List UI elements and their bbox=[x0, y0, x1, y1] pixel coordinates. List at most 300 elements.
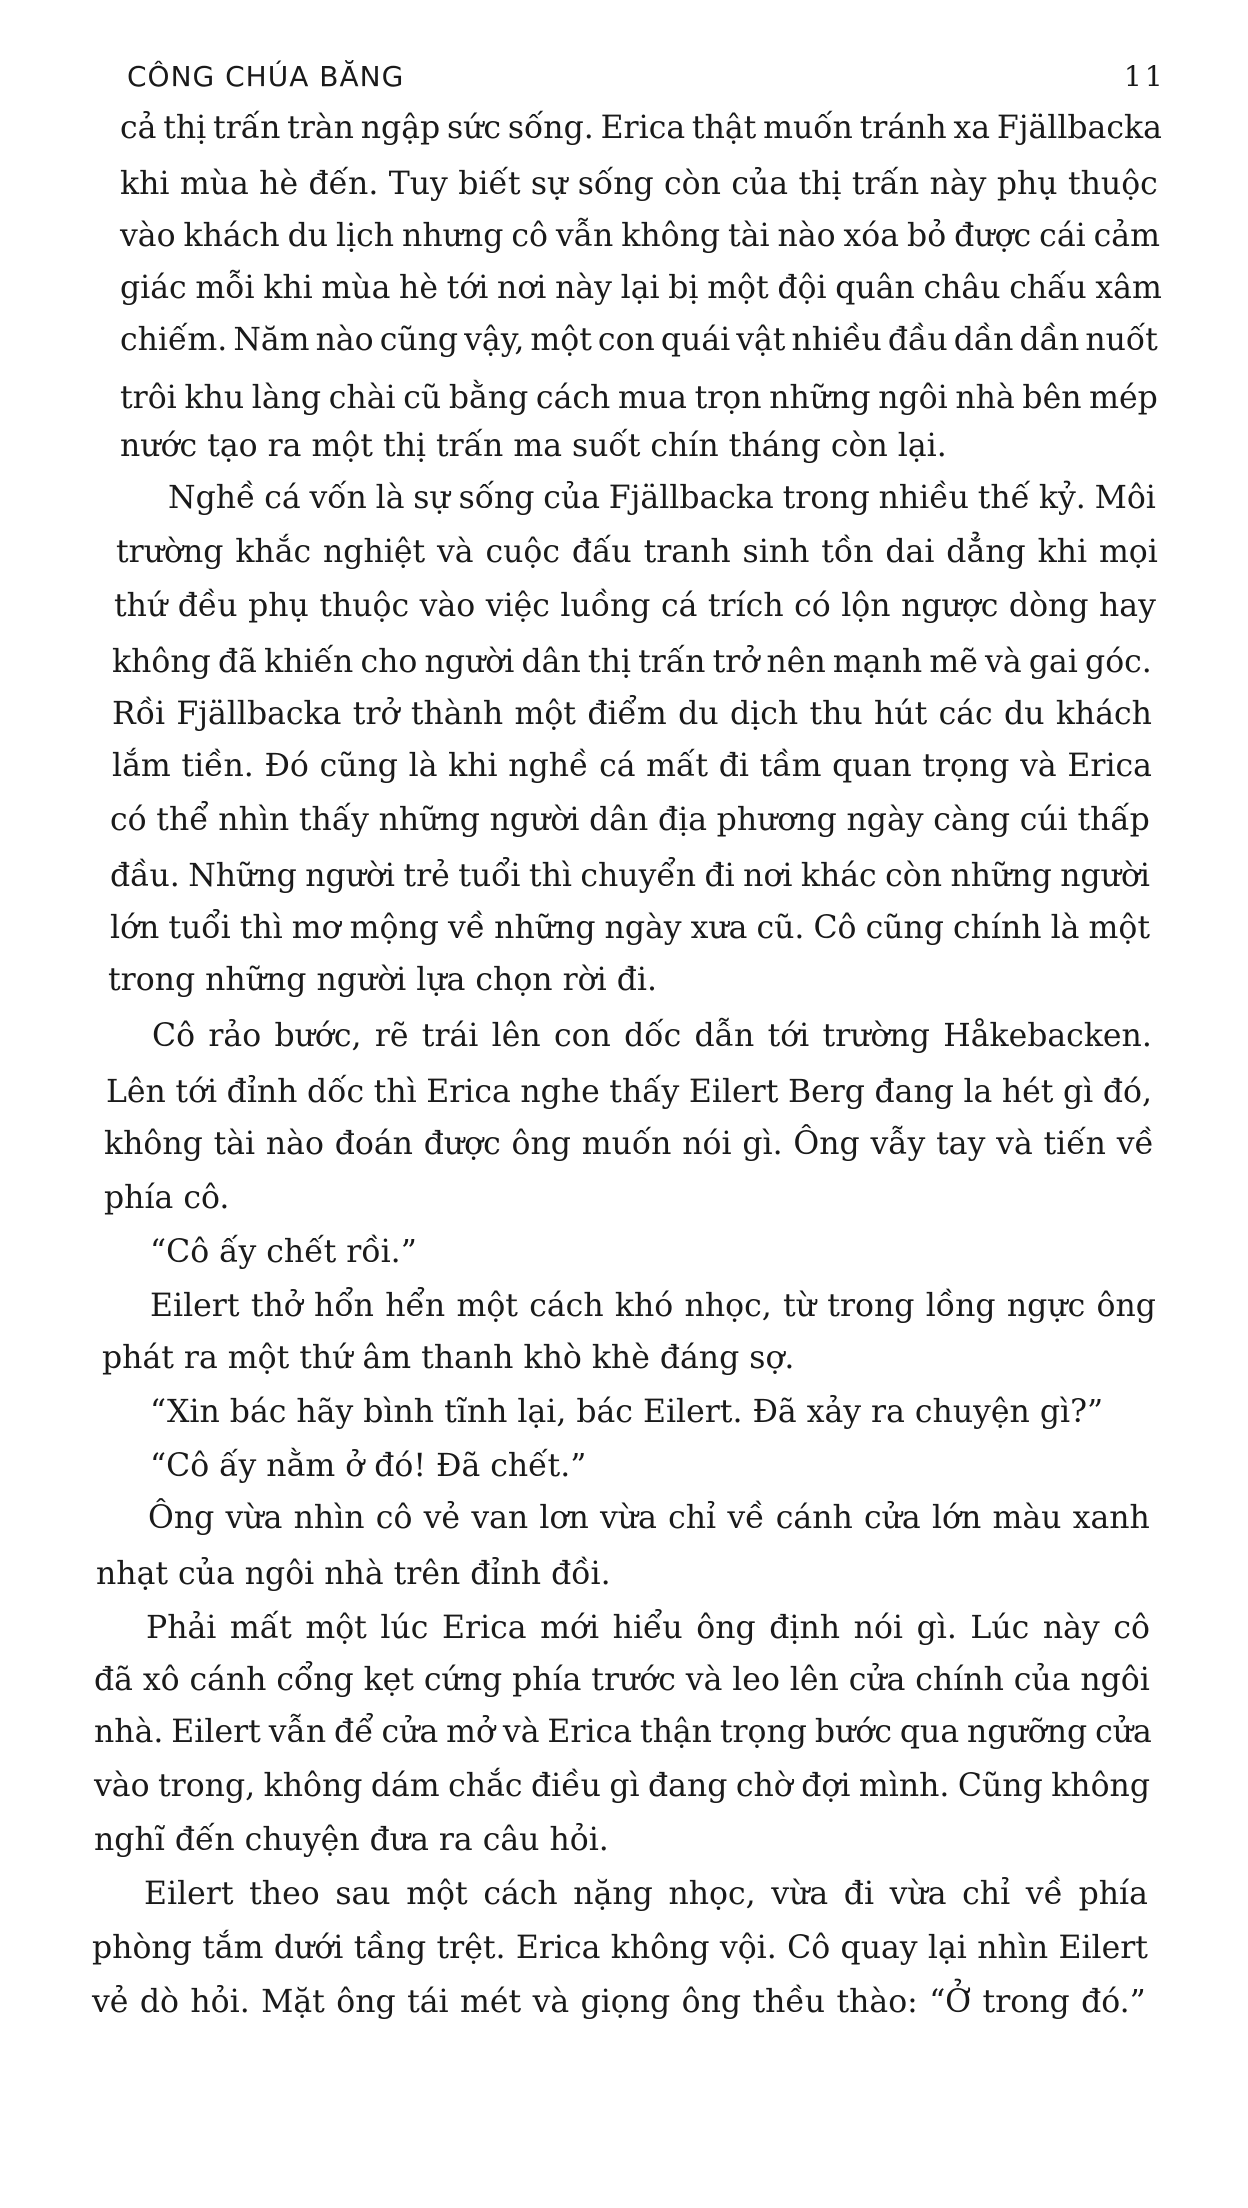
word: Erica bbox=[1067, 748, 1152, 784]
word: Lúc bbox=[970, 1610, 1030, 1646]
word: thứ bbox=[114, 588, 168, 624]
word: người bbox=[489, 802, 580, 838]
word: du bbox=[1004, 696, 1045, 732]
word: đều bbox=[177, 588, 238, 624]
word: cũng bbox=[865, 910, 944, 946]
word: trấn bbox=[851, 166, 920, 202]
running-title: CÔNG CHÚA BĂNG bbox=[127, 60, 405, 93]
text-line bbox=[110, 854, 1150, 898]
word: khu bbox=[184, 380, 245, 416]
word: vào bbox=[120, 218, 176, 254]
word: hút bbox=[874, 696, 928, 732]
word: ngập bbox=[360, 110, 441, 146]
word: dần bbox=[953, 322, 1014, 358]
word: chỉ bbox=[962, 1876, 1011, 1912]
word: xóa bbox=[843, 218, 900, 254]
word: nhiều bbox=[878, 480, 969, 516]
word: vừa bbox=[599, 1500, 657, 1536]
word: càng bbox=[933, 802, 1011, 838]
word: Erica bbox=[547, 1714, 632, 1750]
word: chiếm. bbox=[120, 322, 228, 358]
word: xô bbox=[142, 1662, 180, 1698]
word: gì. bbox=[742, 1126, 783, 1162]
word: Berg bbox=[787, 1074, 865, 1110]
word: người bbox=[305, 858, 395, 894]
word: cho bbox=[360, 644, 418, 680]
word: trấn bbox=[213, 110, 281, 146]
word: con bbox=[597, 322, 655, 358]
word: điểm bbox=[587, 696, 667, 732]
word: Erica bbox=[600, 110, 686, 146]
word: tới bbox=[446, 270, 489, 306]
word: cửa bbox=[1095, 1714, 1152, 1750]
word: vào bbox=[94, 1768, 150, 1804]
word: xa bbox=[953, 110, 991, 146]
word: làng bbox=[251, 380, 322, 416]
word: sự bbox=[530, 166, 568, 202]
word: quái bbox=[660, 322, 731, 358]
word: về bbox=[1116, 1126, 1154, 1162]
word: để bbox=[334, 1714, 374, 1750]
word: không bbox=[621, 218, 721, 254]
word: phụ bbox=[248, 588, 309, 624]
text-line: nước tạo ra một thị trấn ma suốt chín tháng còn lại. bbox=[120, 428, 947, 464]
word: tắm bbox=[202, 1930, 264, 1966]
word: dò bbox=[139, 1984, 179, 2020]
word: dẳng bbox=[946, 534, 1026, 570]
word: Håkebacken. bbox=[943, 1018, 1152, 1054]
word: trái bbox=[421, 1018, 479, 1054]
word: Eilert bbox=[171, 1714, 261, 1750]
word: mất bbox=[229, 1610, 292, 1646]
word: dân bbox=[589, 802, 649, 838]
word: vật bbox=[736, 322, 786, 358]
word: chỉ bbox=[668, 1500, 717, 1536]
word: thấy bbox=[298, 802, 369, 838]
word: không bbox=[263, 1768, 363, 1804]
word: tiến bbox=[1043, 1126, 1106, 1162]
word: mua bbox=[617, 380, 687, 416]
word: chấu bbox=[1009, 270, 1087, 306]
text-line bbox=[94, 1764, 1150, 1808]
word: và bbox=[996, 1126, 1033, 1162]
word: chuyển bbox=[580, 858, 697, 894]
text-line bbox=[92, 1926, 1148, 1970]
page-number: 11 bbox=[1124, 60, 1166, 93]
word: đợi bbox=[801, 1768, 851, 1804]
word: cánh bbox=[189, 1662, 267, 1698]
word: đang bbox=[648, 1768, 728, 1804]
word: ông bbox=[681, 1984, 742, 2020]
word: trường bbox=[822, 1018, 930, 1054]
word: cũ. bbox=[756, 910, 805, 946]
word: địa bbox=[657, 802, 707, 838]
text-line bbox=[92, 1980, 1146, 2024]
word: chờ bbox=[735, 1768, 793, 1804]
word: tranh bbox=[643, 534, 731, 570]
word: khiến bbox=[264, 644, 354, 680]
word: mùa bbox=[179, 166, 249, 202]
text-line: nghĩ đến chuyện đưa ra câu hỏi. bbox=[94, 1822, 609, 1858]
word: về bbox=[1025, 1876, 1063, 1912]
word: một bbox=[456, 1288, 518, 1324]
word: khi bbox=[448, 748, 498, 784]
word: bị bbox=[668, 270, 699, 306]
word: đỉnh bbox=[226, 1074, 298, 1110]
word: nào bbox=[777, 218, 836, 254]
word: Những bbox=[188, 858, 297, 894]
word: chính bbox=[915, 1662, 1004, 1698]
word: khi bbox=[1037, 534, 1088, 570]
word: Eilert bbox=[144, 1876, 234, 1912]
word: nhìn bbox=[293, 1500, 365, 1536]
word: về bbox=[727, 1500, 765, 1536]
word: tuổi bbox=[458, 858, 521, 894]
word: tầm bbox=[759, 748, 822, 784]
word: vậy, bbox=[464, 322, 525, 358]
word: tay bbox=[936, 1126, 986, 1162]
word: có bbox=[794, 588, 831, 624]
word: leo bbox=[732, 1662, 780, 1698]
word: màu bbox=[992, 1500, 1062, 1536]
word: nên bbox=[766, 644, 826, 680]
word: mẽ bbox=[929, 644, 978, 680]
word: sinh bbox=[742, 534, 810, 570]
word: lắm bbox=[112, 748, 171, 784]
word: giác bbox=[120, 270, 187, 306]
word: sống bbox=[458, 480, 535, 516]
word: du bbox=[287, 218, 329, 254]
word: mình. bbox=[858, 1768, 950, 1804]
word: trẻ bbox=[403, 858, 450, 894]
word: đó, bbox=[1102, 1074, 1152, 1110]
word: khắc bbox=[235, 534, 312, 570]
text-line: “Cô ấy chết rồi.” bbox=[150, 1234, 417, 1270]
word: nói bbox=[853, 1610, 903, 1646]
word: cả bbox=[120, 110, 157, 146]
word: vẫn bbox=[268, 1714, 327, 1750]
word: một bbox=[707, 270, 769, 306]
word: khi bbox=[120, 166, 170, 202]
word: lên bbox=[491, 1018, 541, 1054]
word: ngược bbox=[901, 588, 999, 624]
text-line bbox=[120, 106, 1162, 150]
word: và bbox=[502, 1714, 540, 1750]
word: cô bbox=[1113, 1610, 1150, 1646]
word: những bbox=[769, 380, 871, 416]
word: vội. bbox=[719, 1930, 777, 1966]
word: đang bbox=[874, 1074, 954, 1110]
word: đi bbox=[718, 748, 749, 784]
word: đầu. bbox=[110, 858, 180, 894]
word: phía bbox=[1078, 1876, 1148, 1912]
word: ngôi bbox=[878, 380, 948, 416]
text-line bbox=[120, 266, 1162, 310]
word: của bbox=[543, 480, 600, 516]
word: thật bbox=[691, 110, 757, 146]
word: thận bbox=[639, 1714, 712, 1750]
word: mỗi bbox=[195, 270, 255, 306]
word: cảm bbox=[1093, 218, 1160, 254]
word: lơn bbox=[539, 1500, 589, 1536]
word: gai bbox=[1028, 644, 1078, 680]
word: mơ bbox=[291, 910, 341, 946]
word: được bbox=[954, 218, 1032, 254]
word: không bbox=[1051, 1768, 1150, 1804]
word: mất bbox=[646, 748, 709, 784]
word: trở bbox=[352, 696, 400, 732]
word: thấp bbox=[1077, 802, 1150, 838]
word: khó bbox=[614, 1288, 674, 1324]
word: van bbox=[471, 1500, 529, 1536]
word: dai bbox=[885, 534, 935, 570]
text-line bbox=[148, 1496, 1150, 1540]
word: nơi bbox=[743, 858, 793, 894]
word: quay bbox=[840, 1930, 918, 1966]
word: cúi bbox=[1019, 802, 1068, 838]
word: la bbox=[963, 1074, 993, 1110]
word: một bbox=[406, 1876, 468, 1912]
word: sống. bbox=[507, 110, 594, 146]
text-line: phía cô. bbox=[104, 1180, 230, 1216]
word: trong bbox=[827, 1288, 915, 1324]
word: trọn bbox=[694, 380, 762, 416]
word: bước bbox=[814, 1714, 892, 1750]
word: trọng bbox=[922, 748, 1010, 784]
word: cánh bbox=[775, 1500, 853, 1536]
word: cũng bbox=[379, 322, 459, 358]
word: lớn bbox=[931, 1500, 982, 1536]
word: lại bbox=[927, 1930, 967, 1966]
word: Năm bbox=[233, 322, 310, 358]
word: cửa bbox=[848, 1662, 906, 1698]
word: là bbox=[375, 480, 405, 516]
word: thì bbox=[528, 858, 572, 894]
word: tràn bbox=[287, 110, 354, 146]
word: những bbox=[950, 858, 1052, 894]
word: Đó bbox=[264, 748, 309, 784]
word: chài bbox=[328, 380, 396, 416]
word: đi bbox=[704, 858, 735, 894]
word: dòng bbox=[1008, 588, 1089, 624]
word: đầu bbox=[887, 322, 948, 358]
word: trở bbox=[712, 644, 760, 680]
word: thu bbox=[809, 696, 863, 732]
text-line: “Cô ấy nằm ở đó! Đã chết.” bbox=[150, 1448, 587, 1484]
word: gì. bbox=[916, 1610, 957, 1646]
word: thều bbox=[752, 1984, 826, 2020]
word: quan bbox=[832, 748, 912, 784]
word: Cô bbox=[152, 1018, 196, 1054]
word: nặng bbox=[573, 1876, 653, 1912]
word: là bbox=[408, 748, 438, 784]
word: Mặt bbox=[261, 1984, 325, 2020]
word: rẽ bbox=[374, 1018, 409, 1054]
text-line bbox=[112, 640, 1152, 684]
word: ngưỡng bbox=[967, 1714, 1088, 1750]
word: tài bbox=[213, 1126, 256, 1162]
word: này bbox=[929, 166, 987, 202]
word: mộng bbox=[349, 910, 439, 946]
word: ngực bbox=[1006, 1288, 1086, 1324]
word: thuộc bbox=[1067, 166, 1158, 202]
text-line bbox=[112, 692, 1152, 736]
word: thì bbox=[373, 1074, 417, 1110]
word: hỏi. bbox=[190, 1984, 250, 2020]
word: hè bbox=[399, 270, 438, 306]
word: tránh bbox=[859, 110, 947, 146]
word: nhìn bbox=[977, 1930, 1049, 1966]
word: xâm bbox=[1095, 270, 1162, 306]
word: điều bbox=[530, 1768, 601, 1804]
word: “Ở bbox=[929, 1984, 972, 2020]
word: tới bbox=[175, 1074, 218, 1110]
word: rảo bbox=[208, 1018, 262, 1054]
word: hiểu bbox=[612, 1610, 683, 1646]
word: cứng bbox=[423, 1662, 503, 1698]
word: nhìn bbox=[218, 802, 290, 838]
word: sức bbox=[446, 110, 502, 146]
text-line: “Xin bác hãy bình tĩnh lại, bác Eilert. Đã xảy ra chuyện gì?” bbox=[150, 1394, 1104, 1430]
text-line bbox=[146, 1606, 1150, 1650]
word: khi bbox=[263, 270, 313, 306]
text-line bbox=[120, 318, 1158, 362]
word: lúc bbox=[380, 1610, 429, 1646]
word: trước bbox=[591, 1662, 676, 1698]
word: Ông bbox=[793, 1126, 860, 1162]
word: ngày bbox=[846, 802, 924, 838]
word: đã bbox=[94, 1662, 133, 1698]
word: đoán bbox=[334, 1126, 413, 1162]
text-line bbox=[152, 1014, 1152, 1058]
word: sống bbox=[577, 166, 654, 202]
word: vào bbox=[419, 588, 476, 624]
word: một bbox=[530, 322, 592, 358]
word: gì bbox=[609, 1768, 640, 1804]
word: nào bbox=[265, 1126, 324, 1162]
word: Eilert bbox=[150, 1288, 240, 1324]
word: tầng bbox=[353, 1930, 427, 1966]
word: nghề bbox=[508, 748, 589, 784]
word: vẫy bbox=[870, 1126, 926, 1162]
word: thì bbox=[239, 910, 283, 946]
word: vẻ bbox=[423, 1500, 461, 1536]
word: trong bbox=[982, 1984, 1070, 2020]
word: phía bbox=[512, 1662, 582, 1698]
word: thào: bbox=[836, 1984, 918, 2020]
word: Erica bbox=[442, 1610, 527, 1646]
word: còn bbox=[664, 166, 721, 202]
word: lồng bbox=[925, 1288, 996, 1324]
word: vừa bbox=[771, 1876, 829, 1912]
word: khác bbox=[800, 858, 877, 894]
word: nuốt bbox=[1085, 322, 1158, 358]
text-line: nhạt của ngôi nhà trên đỉnh đồi. bbox=[96, 1556, 611, 1592]
word: chắc bbox=[448, 1768, 523, 1804]
word: phương bbox=[716, 802, 837, 838]
word: biết bbox=[458, 166, 521, 202]
word: cửa bbox=[381, 1714, 439, 1750]
word: Rồi bbox=[112, 696, 166, 732]
word: góc. bbox=[1085, 644, 1152, 680]
word: hay bbox=[1099, 588, 1156, 624]
word: trọng bbox=[719, 1714, 807, 1750]
word: quân bbox=[835, 270, 915, 306]
word: tài bbox=[728, 218, 770, 254]
word: muốn bbox=[581, 1126, 672, 1162]
word: định bbox=[769, 1610, 841, 1646]
word: Cô bbox=[813, 910, 857, 946]
word: Nghề bbox=[168, 480, 256, 516]
word: vừa bbox=[225, 1500, 283, 1536]
word: thành bbox=[410, 696, 504, 732]
word: nơi bbox=[497, 270, 547, 306]
text-line bbox=[150, 1284, 1156, 1328]
word: sau bbox=[335, 1876, 391, 1912]
text-line: phát ra một thứ âm thanh khò khè đáng sợ. bbox=[102, 1340, 795, 1376]
word: nói bbox=[682, 1126, 732, 1162]
word: dịch bbox=[729, 696, 799, 732]
word: cổng bbox=[276, 1662, 354, 1698]
word: còn bbox=[885, 858, 943, 894]
word: khách bbox=[1055, 696, 1152, 732]
word: muốn bbox=[763, 110, 853, 146]
word: bên bbox=[1022, 380, 1082, 416]
word: cá bbox=[660, 588, 698, 624]
word: Cô bbox=[787, 1930, 831, 1966]
word: nhưng bbox=[402, 218, 504, 254]
word: được bbox=[423, 1126, 501, 1162]
word: những bbox=[378, 802, 480, 838]
word: mùa bbox=[321, 270, 391, 306]
word: trệt. bbox=[436, 1930, 506, 1966]
word: kẹt bbox=[363, 1662, 414, 1698]
word: Tuy bbox=[388, 166, 448, 202]
word: Ông bbox=[148, 1500, 215, 1536]
word: cô bbox=[511, 218, 548, 254]
word: nghe bbox=[520, 1074, 600, 1110]
word: nghiệt bbox=[323, 534, 426, 570]
word: ông bbox=[696, 1610, 756, 1646]
word: cuộc bbox=[485, 534, 561, 570]
word: trấn bbox=[638, 644, 706, 680]
word: thuộc bbox=[319, 588, 410, 624]
word: đó.” bbox=[1081, 1984, 1146, 2020]
word: cá bbox=[599, 748, 636, 784]
word: thị bbox=[163, 110, 207, 146]
word: mọi bbox=[1098, 534, 1158, 570]
word: đấu bbox=[571, 534, 632, 570]
word: việc bbox=[485, 588, 550, 624]
word: cô bbox=[375, 1500, 413, 1536]
word: qua bbox=[899, 1714, 960, 1750]
word: không bbox=[112, 644, 211, 680]
word: ông bbox=[336, 1984, 396, 2020]
text-line bbox=[106, 1070, 1152, 1114]
word: bằng bbox=[448, 380, 529, 416]
word: thở bbox=[250, 1288, 303, 1324]
word: ông bbox=[1096, 1288, 1156, 1324]
text-line bbox=[144, 1872, 1148, 1916]
text-line bbox=[94, 1658, 1150, 1702]
text-line bbox=[168, 476, 1156, 520]
word: của bbox=[1013, 1662, 1071, 1698]
word: dân bbox=[521, 644, 581, 680]
word: dần bbox=[1019, 322, 1080, 358]
word: Phải bbox=[146, 1610, 217, 1646]
word: mép bbox=[1089, 380, 1158, 416]
word: trích bbox=[707, 588, 784, 624]
